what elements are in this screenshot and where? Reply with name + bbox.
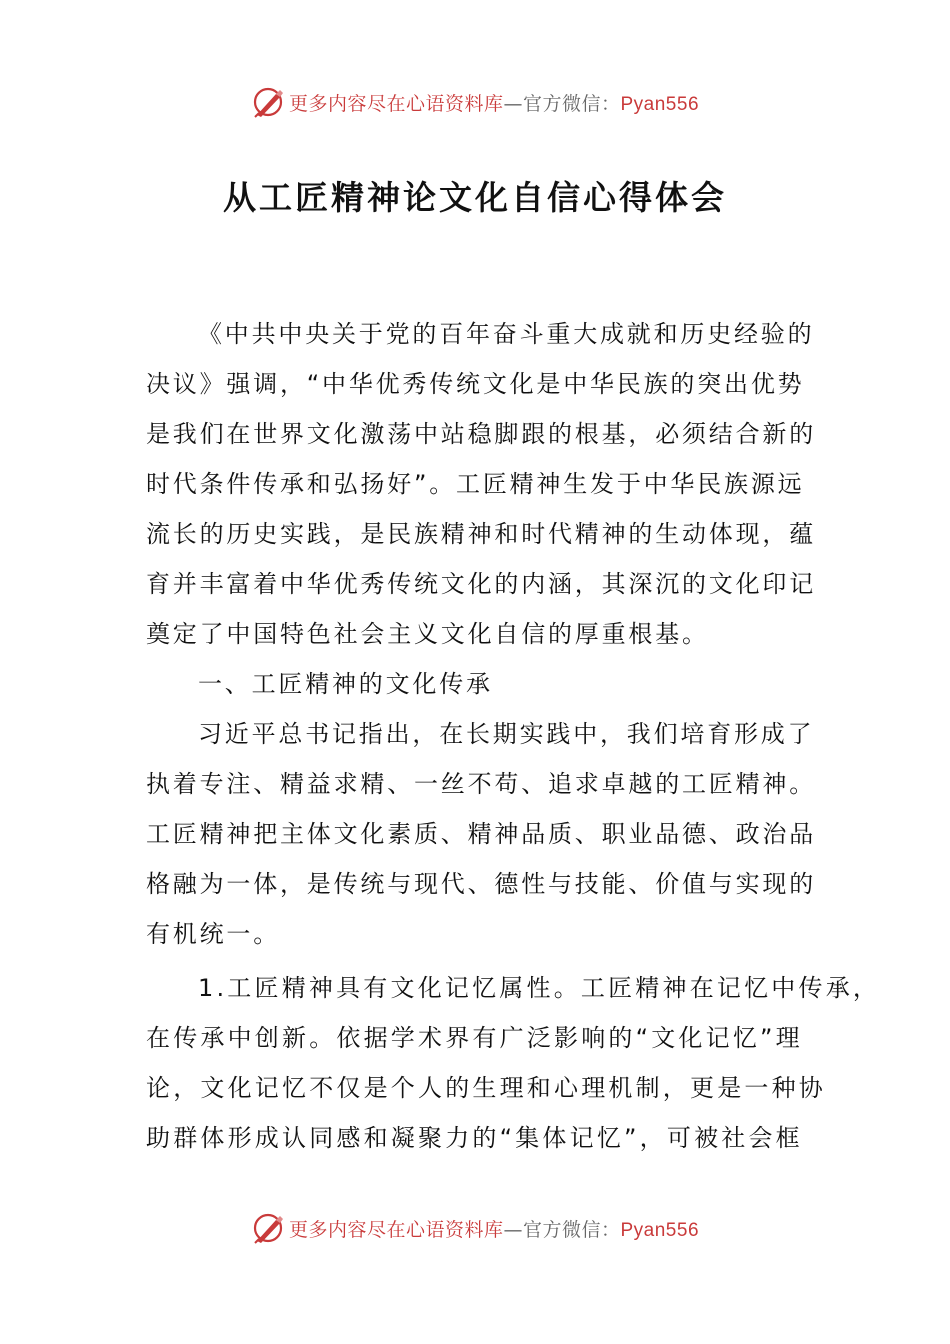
text-line: 决议》强调，“中华优秀传统文化是中华民族的突出优势 bbox=[146, 370, 805, 398]
text-line: 有机统一。 bbox=[146, 920, 280, 948]
pen-logo-icon bbox=[251, 85, 285, 119]
text-line: 育并丰富着中华优秀传统文化的内涵，其深沉的文化印记 bbox=[146, 570, 816, 598]
header-banner bbox=[0, 82, 950, 122]
section-heading bbox=[146, 659, 810, 709]
banner-dash: — bbox=[503, 1218, 523, 1241]
text-line: 流长的历史实践，是民族精神和时代精神的生动体现，蕴 bbox=[146, 520, 816, 548]
paragraph-point-one bbox=[146, 963, 881, 1163]
pen-logo-icon bbox=[251, 1211, 285, 1245]
text-line: 《中共中央关于党的百年奋斗重大成就和历史经验的 bbox=[198, 320, 815, 348]
paragraph-section-one bbox=[146, 709, 816, 959]
text-line: 习近平总书记指出，在长期实践中，我们培育形成了 bbox=[198, 720, 815, 748]
text-line: 论，文化记忆不仅是个人的生理和心理机制，更是一种协 bbox=[146, 1074, 826, 1102]
banner-wechat-id: Pyan556 bbox=[620, 93, 700, 115]
text-line: 时代条件传承和弘扬好”。工匠精神生发于中华民族源远 bbox=[146, 470, 805, 498]
text-line: 奠定了中国特色社会主义文化自信的厚重根基。 bbox=[146, 620, 709, 648]
banner-wechat-id: Pyan556 bbox=[620, 1219, 700, 1241]
footer-banner bbox=[0, 1208, 950, 1248]
document-body bbox=[146, 309, 881, 1163]
text-line: 执着专注、精益求精、一丝不苟、追求卓越的工匠精神。 bbox=[146, 770, 816, 798]
banner-dash: — bbox=[503, 92, 523, 115]
text-line: 格融为一体，是传统与现代、德性与技能、价值与实现的 bbox=[146, 870, 816, 898]
banner-wechat-label: 官方微信： bbox=[522, 92, 621, 115]
banner-main-text: 更多内容尽在心语资料库 bbox=[288, 1218, 504, 1241]
document-title: 从工匠精神论文化自信心得体会 bbox=[223, 178, 727, 217]
text-line: 一、工匠精神的文化传承 bbox=[198, 670, 493, 698]
text-line: 在传承中创新。依据学术界有广泛影响的“文化记忆”理 bbox=[146, 1024, 803, 1052]
text-line: 助群体形成认同感和凝聚力的“集体记忆”，可被社会框 bbox=[146, 1124, 803, 1152]
banner-main-text: 更多内容尽在心语资料库 bbox=[288, 92, 504, 115]
text-line: 是我们在世界文化激荡中站稳脚跟的根基，必须结合新的 bbox=[146, 420, 816, 448]
text-line: 工匠精神把主体文化素质、精神品质、职业品德、政治品 bbox=[146, 820, 816, 848]
banner-wechat-label: 官方微信： bbox=[522, 1218, 621, 1241]
paragraph-intro bbox=[146, 309, 816, 659]
text-line: 1.工匠精神具有文化记忆属性。工匠精神在记忆中传承， bbox=[198, 974, 881, 1002]
